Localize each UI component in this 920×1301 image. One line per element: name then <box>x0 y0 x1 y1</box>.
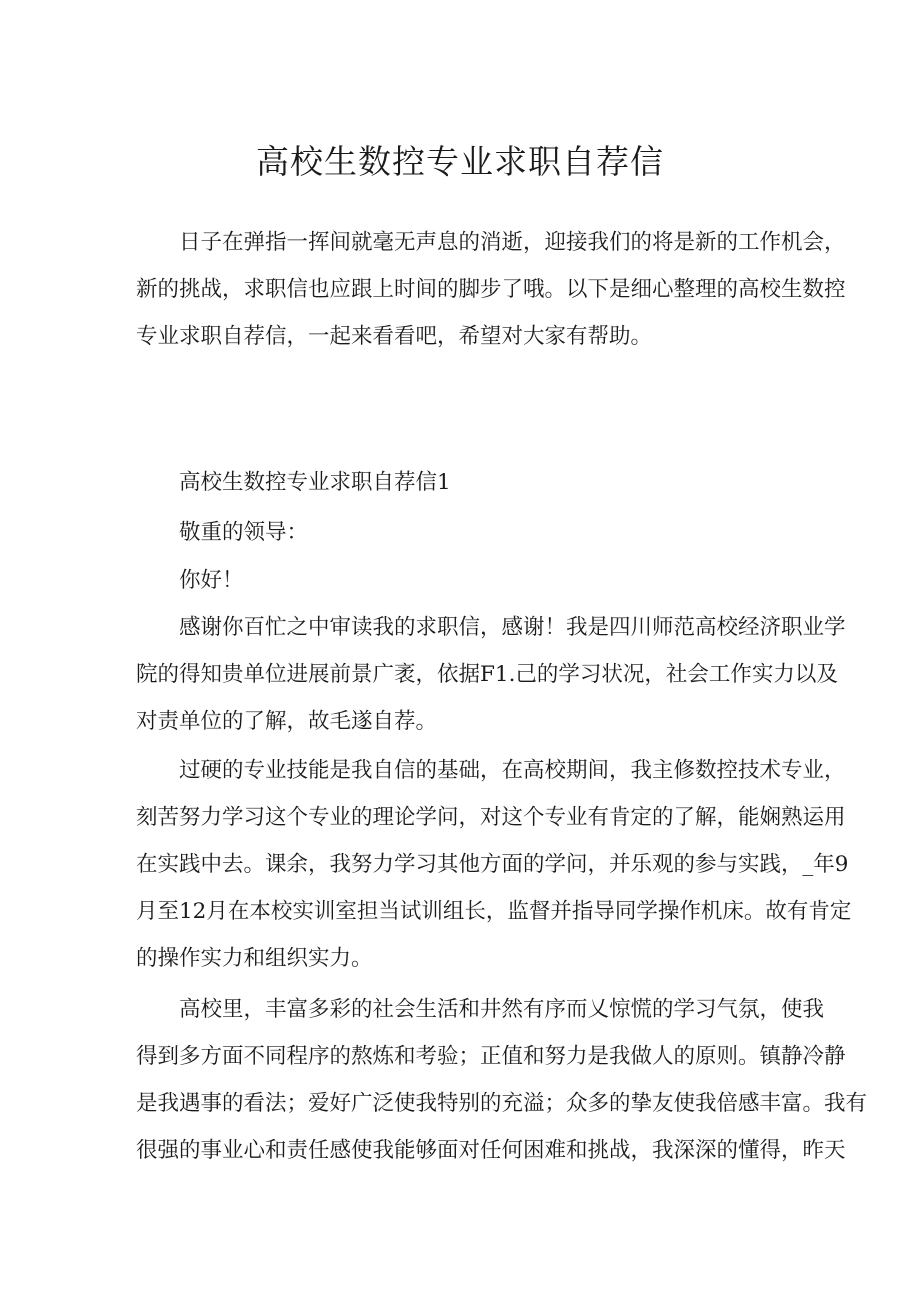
paragraph-line: 院的得知贵单位进展前景广袤，依据F1.己的学习状况，社会工作实力以及 <box>136 662 838 687</box>
paragraph-line: 是我遇事的看法；爱好广泛使我特别的充溢；众多的挚友使我倍感丰富。我有 <box>136 1091 868 1116</box>
paragraph-line: 很强的事业心和责任感使我能够面对任何困难和挑战，我深深的懂得，昨天 <box>136 1138 846 1163</box>
paragraph-line: 高校里，丰富多彩的社会生活和井然有序而乂惊慌的学习气氛，使我 <box>179 997 825 1022</box>
paragraph-line: 在实践中去。课余，我努力学习其他方面的学问，并乐观的参与实践，_年9 <box>136 852 849 877</box>
intro-line: 日子在弹指一挥间就毫无声息的消逝，迎接我们的将是新的工作机会， <box>179 230 846 255</box>
paragraph-line: 感谢你百忙之中审读我的求职信，感谢！我是四川师范高校经济职业学 <box>179 615 846 640</box>
paragraph-line: 对责单位的了解，故毛遂自荐。 <box>136 709 438 734</box>
intro-paragraph <box>136 219 846 360</box>
paragraph-line: 刻苦努力学习这个专业的理论学问，对这个专业有肯定的了解，能娴熟运用 <box>136 805 846 830</box>
document-title: 高校生数控专业求职自荐信 <box>256 142 664 181</box>
paragraph-line: 月至12月在本校实训室担当试训组长，监督并指导同学操作机床。故有肯定 <box>136 899 852 924</box>
paragraph-1 <box>136 604 846 745</box>
paragraph-line: 的操作实力和组织实力。 <box>136 946 373 971</box>
paragraph-line: 得到多方面不同程序的熬炼和考验；正值和努力是我做人的原则。镇静冷静 <box>136 1044 846 1069</box>
greeting: 你好！ <box>179 568 244 593</box>
paragraph-2 <box>136 747 852 982</box>
section-title: 高校生数控专业求职自荐信1 <box>179 470 451 495</box>
paragraph-3 <box>136 986 868 1174</box>
paragraph-line: 过硬的专业技能是我自信的基础，在高校期间，我主修数控技术专业， <box>179 758 846 783</box>
intro-line: 新的挑战，求职信也应跟上时间的脚步了哦。以下是细心整理的高校生数控 <box>136 277 846 302</box>
salutation: 敬重的领导： <box>179 520 309 545</box>
intro-line: 专业求职自荐信，一起来看看吧，希望对大家有帮助。 <box>136 324 653 349</box>
